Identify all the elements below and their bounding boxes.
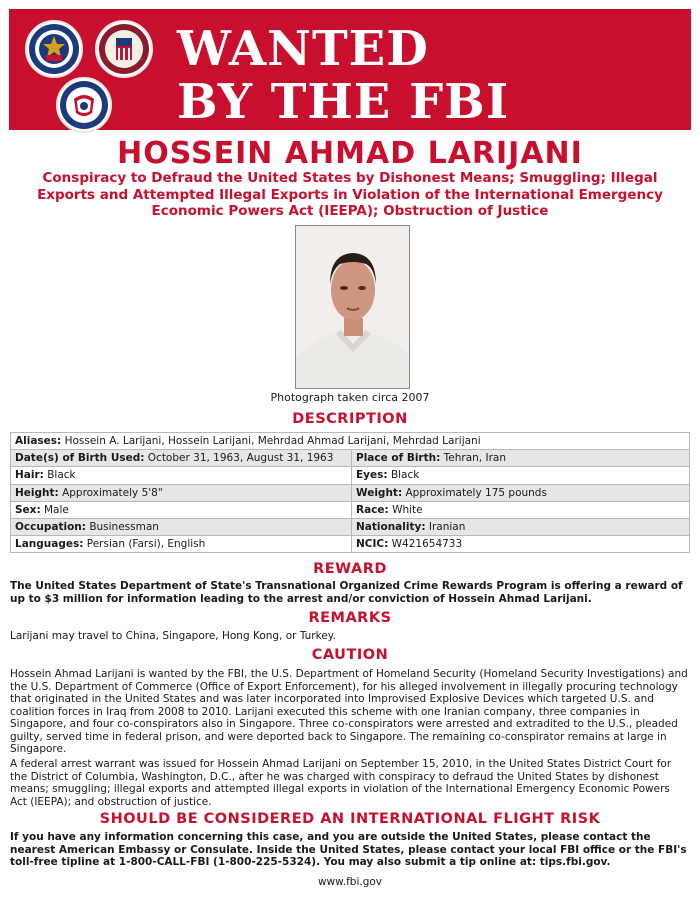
field-value: Black: [390, 469, 420, 482]
field-label: Occupation:: [15, 521, 86, 534]
subject-name: HOSSEIN AHMAD LARIJANI: [117, 136, 583, 171]
field-value: October 31, 1963, August 31, 1963: [147, 452, 334, 465]
table-row: [11, 536, 690, 553]
flight-risk-heading: SHOULD BE CONSIDERED AN INTERNATIONAL FLIGHT RISK: [99, 811, 601, 827]
table-row: [11, 484, 690, 501]
charges-text: Conspiracy to Defraud the United States by Dishonest Means; Smuggling; Illegal Exports and Attempted Illegal Exports in Violation of the International Emergency Economic Powers Act (IEEPA); Obstruction of Justice: [37, 170, 663, 219]
field-value: W421654733: [391, 538, 463, 551]
field-value: Persian (Farsi), English: [86, 538, 206, 551]
contact-text: If you have any information concerning this case, and you are outside the United States, please contact the nearest American Embassy or Consulate. Inside the United States, please contact your local FBI office or the FBI's toll-free tipline at 1-800-CALL-FBI (1-800-225-5324). You may also submit a tip online at: tips.fbi.gov.: [10, 831, 687, 868]
field-value: Approximately 5'8": [62, 486, 163, 499]
aliases-value: Hossein A. Larijani, Hossein Larijani, Mehrdad Ahmad Larijani, Mehrdad Larijani: [64, 435, 481, 448]
description-heading: DESCRIPTION: [292, 411, 408, 427]
field-label: Sex:: [15, 503, 41, 516]
table-row: [11, 450, 690, 467]
table-row: [11, 518, 690, 535]
field-value: Black: [47, 469, 76, 482]
field-value: Male: [44, 503, 69, 516]
field-label: Race:: [356, 503, 389, 516]
field-value: Businessman: [89, 521, 159, 534]
remarks-text: Larijani may travel to China, Singapore, Hong Kong, or Turkey.: [10, 630, 336, 642]
field-label: Place of Birth:: [356, 452, 441, 465]
field-value: Approximately 175 pounds: [405, 486, 547, 499]
subject-photo: [295, 225, 410, 389]
description-table: [10, 432, 690, 553]
table-row: [11, 467, 690, 484]
wanted-heading: WANTED: [177, 21, 429, 77]
doj-seal-icon: [95, 20, 153, 78]
fbi-seal-icon: [25, 20, 83, 78]
caution-heading: CAUTION: [311, 647, 389, 663]
field-value: Iranian: [428, 521, 466, 534]
field-value: Tehran, Iran: [443, 452, 506, 465]
field-label: Height:: [15, 486, 59, 499]
header-banner: [9, 9, 691, 130]
field-label: Languages:: [15, 538, 84, 551]
portrait-image: [296, 226, 410, 389]
aliases-label: Aliases:: [15, 435, 62, 448]
field-label: Nationality:: [356, 521, 426, 534]
dhs-seal-icon: [56, 77, 112, 133]
remarks-heading: REMARKS: [308, 610, 392, 626]
field-label: Eyes:: [356, 469, 388, 482]
reward-heading: REWARD: [313, 561, 387, 577]
field-label: NCIC:: [356, 538, 389, 551]
photo-caption: Photograph taken circa 2007: [270, 391, 430, 404]
reward-text: The United States Department of State's Transnational Organized Crime Rewards Program is offering a reward of up to $3 million for information leading to the arrest and/or conviction of Hossein Ahmad Larijani.: [10, 580, 683, 605]
field-label: Weight:: [356, 486, 403, 499]
field-label: Hair:: [15, 469, 44, 482]
aliases-row: [11, 433, 690, 450]
table-row: [11, 501, 690, 518]
by-the-fbi-heading: BY THE FBI: [177, 74, 510, 130]
field-value: White: [392, 503, 423, 516]
caution-paragraph-2: A federal arrest warrant was issued for Hossein Ahmad Larijani on September 15, 2010, in the United States District Court for the District of Columbia, Washington, D.C., after he was charged with conspiracy to defraud the United States by dishonest means; smuggling; illegal exports and attempted illegal exports in violation of the International Emergency Economic Powers Act (IEEPA); and obstruction of justice.: [10, 758, 672, 808]
field-label: Date(s) of Birth Used:: [15, 452, 145, 465]
fbi-website-link[interactable]: www.fbi.gov: [317, 876, 383, 888]
caution-paragraph-1: Hossein Ahmad Larijani is wanted by the FBI, the U.S. Department of Homeland Security (Homeland Security Investigations) and the U.S. Department of Commerce (Office of Export Enforcement), for his alleged involvement in illegally procuring technology that originated in the United States and was later incorporated into Improvised Explosive Devices which targeted U.S. and coalition forces in Iraq from 2008 to 2010. Larijani executed this scheme with one Iranian company, three companies in Singapore, and four co-conspirators also in Singapore. Three co-conspirators were arrested and extradited to the U.S., pleaded guilty, served time in federal prison, and were deported back to Singapore. The remaining co-conspirator remains at large in Singapore.: [10, 668, 688, 755]
